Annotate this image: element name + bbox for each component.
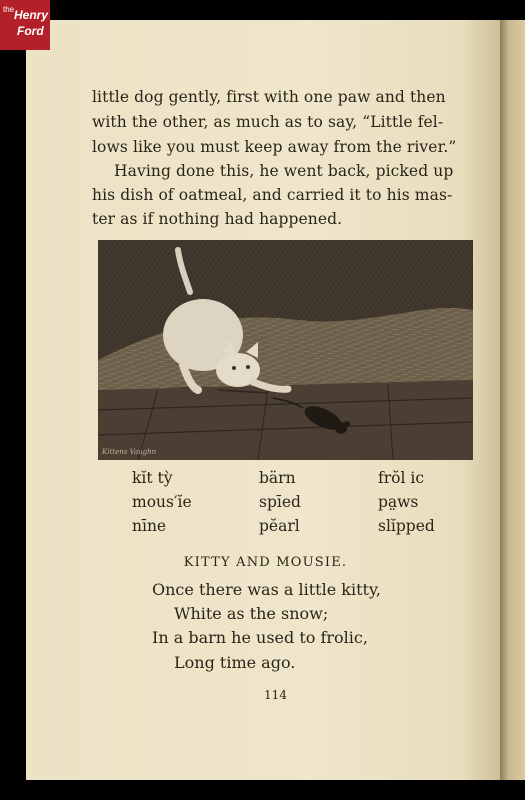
vocab-word: bärn xyxy=(259,469,296,487)
henry-ford-logo: the Henry Ford xyxy=(0,0,50,50)
paragraph-line: little dog gently, first with one paw and then xyxy=(92,88,446,106)
facing-page-edge xyxy=(500,20,525,780)
engraving-svg xyxy=(98,240,473,460)
illustration-signature: Kittens Vaughn xyxy=(102,448,157,456)
paragraph-line: lows like you must keep away from the river.” xyxy=(92,138,457,156)
poem-line: Long time ago. xyxy=(174,653,296,672)
vocab-word: nīne xyxy=(132,517,167,535)
page-number: 114 xyxy=(264,688,287,702)
poem-line: White as the snow; xyxy=(174,604,329,623)
paragraph-line: ter as if nothing had happened. xyxy=(92,210,343,228)
vocab-word: spīed xyxy=(259,493,301,511)
paragraph-line: Having done this, he went back, picked up xyxy=(114,162,454,180)
vocab-word: pĕarl xyxy=(259,517,300,535)
poem-line: In a barn he used to frolic, xyxy=(152,628,368,647)
vocab-word: mous′ĭe xyxy=(132,493,192,511)
kitten-mouse-illustration xyxy=(98,240,473,460)
poem-title: KITTY AND MOUSIE. xyxy=(183,555,348,570)
vocab-word: frŏl ic xyxy=(378,469,425,487)
vocab-word: slĭpped xyxy=(378,517,435,535)
vocab-word: pa̤ws xyxy=(378,493,419,511)
poem-line: Once there was a little kitty, xyxy=(152,580,381,599)
paragraph-line: with the other, as much as to say, “Little fel- xyxy=(92,113,444,131)
paragraph-line: his dish of oatmeal, and carried it to his mas- xyxy=(92,186,453,204)
vocab-word: kĭt tỳ xyxy=(132,469,173,487)
